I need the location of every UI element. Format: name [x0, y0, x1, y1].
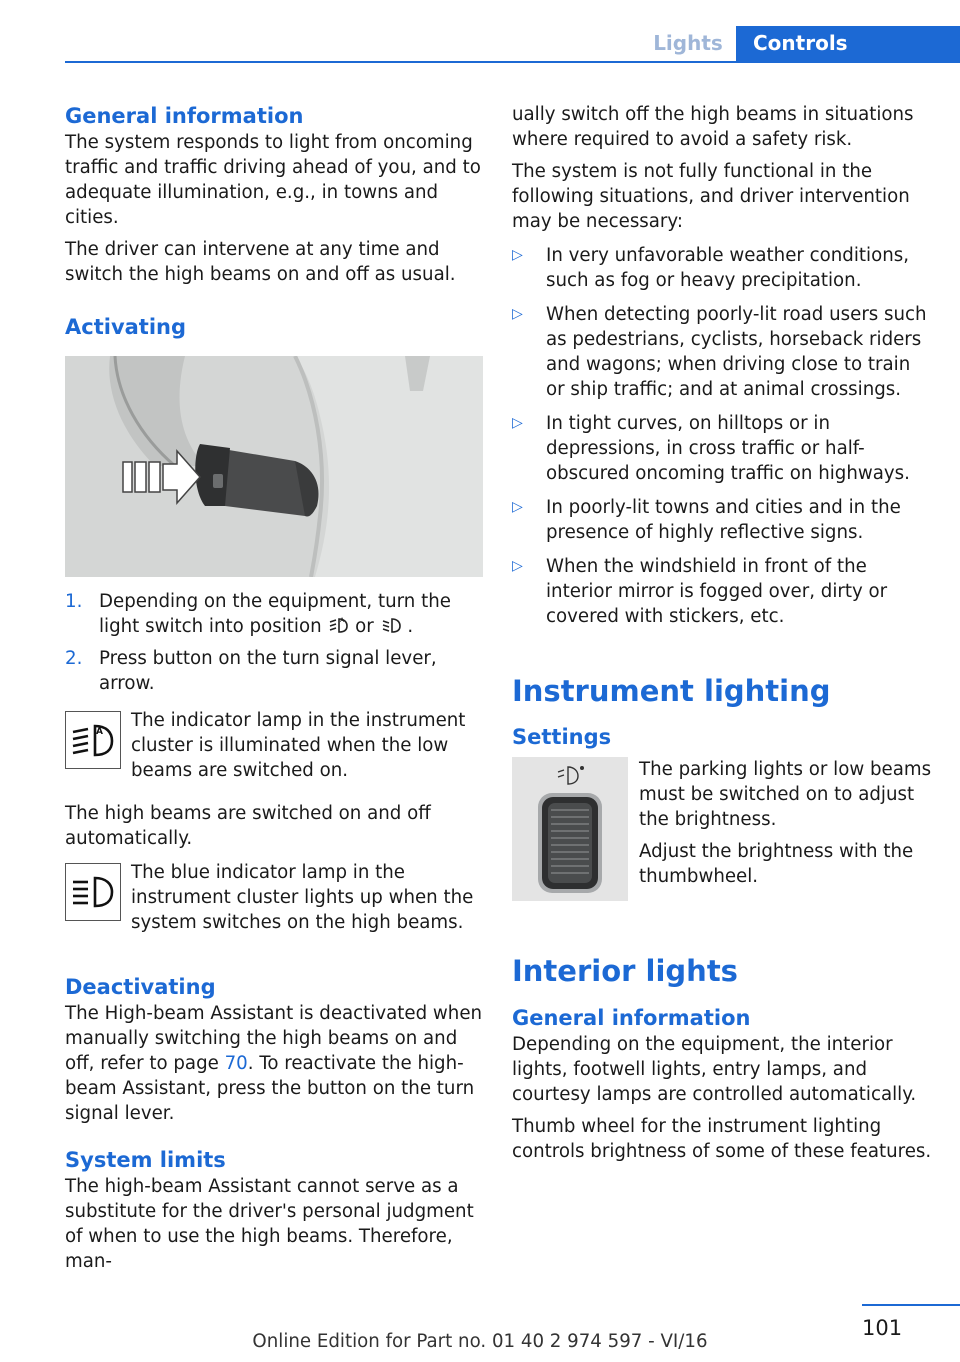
limits-situations-intro: The system is not fully functional in the following situations, and driver intervention may be necessary:	[512, 161, 910, 232]
list-item-text: In poorly-lit towns and cities and in the presence of highly reflective signs.	[546, 497, 901, 543]
triangle-right-icon: ▷	[512, 306, 523, 322]
indicator-lamp-note-2	[65, 860, 483, 935]
step-2	[65, 646, 483, 696]
settings-heading: Settings	[512, 725, 612, 749]
system-limits-heading: System limits	[65, 1148, 226, 1172]
settings-block	[512, 757, 932, 901]
left-column	[65, 102, 483, 1274]
low-beam-icon	[380, 616, 402, 634]
interior-general-heading: General information	[512, 1006, 751, 1030]
right-column	[512, 102, 932, 1164]
lever-illustration	[65, 356, 483, 577]
list-item-text: When the windshield in front of the interior mirror is fogged over, dirty or covered with stickers, etc.	[546, 556, 888, 627]
auto-switch-paragraph: The high beams are switched on and off automatically.	[65, 803, 431, 849]
interior-lights-heading: Interior lights	[512, 954, 738, 988]
auto-high-beam-icon	[327, 616, 349, 634]
triangle-right-icon: ▷	[512, 499, 523, 515]
thumbwheel-image	[512, 757, 628, 901]
settings-paragraph-2: Adjust the brightness with the thumbwheel.	[639, 841, 914, 887]
high-beam-icon	[65, 863, 121, 921]
instrument-lighting-heading: Instrument lighting	[512, 674, 831, 708]
list-item	[512, 302, 932, 402]
list-item-text: When detecting poorly-lit road users such as pedestrians, cyclists, horseback riders and wagons; when driving close to train or ship traffic; and at animal crossings.	[546, 304, 927, 400]
triangle-right-icon: ▷	[512, 558, 523, 574]
header-chapter-tab: Controls	[736, 26, 960, 62]
low-beam-auto-icon	[65, 711, 121, 769]
indicator-lamp-note-2-text: The blue indicator lamp in the instrument cluster lights up when the system switches on the high beams.	[131, 862, 474, 933]
settings-paragraph-1: The parking lights or low beams must be switched on to adjust the brightness.	[639, 759, 932, 830]
page-number: 101	[862, 1316, 903, 1340]
list-item-text: In tight curves, on hilltops or in depressions, in cross traffic or half-obscured oncoming traffic on highways.	[546, 413, 910, 484]
header-rule	[65, 61, 960, 63]
edition-footer: Online Edition for Part no. 01 40 2 974 597 - VI/16	[252, 1331, 708, 1352]
activating-heading: Activating	[65, 315, 187, 339]
list-item	[512, 243, 932, 293]
list-item-text: In very unfavorable weather conditions, such as fog or heavy precipitation.	[546, 245, 909, 291]
svg-text:A: A	[340, 617, 345, 624]
indicator-lamp-note-1-text: The indicator lamp in the instrument cluster is illuminated when the low beams are switched on.	[131, 710, 466, 781]
system-limits-paragraph: The high-beam Assistant cannot serve as a substitute for the driver's personal judgment of when to use the high beams. Therefore, man-	[65, 1176, 474, 1272]
list-item	[512, 411, 932, 486]
step-1-text-pre: Depending on the equipment, turn the light switch into position	[99, 591, 451, 637]
step-1-text	[99, 589, 483, 639]
triangle-right-icon: ▷	[512, 247, 523, 263]
list-item	[512, 495, 932, 545]
interior-paragraph-1: Depending on the equipment, the interior lights, footwell lights, entry lamps, and courtesy lamps are controlled automatically.	[512, 1034, 917, 1105]
general-info-heading: General information	[65, 104, 304, 128]
deactivating-text-post: . To reactivate the high-beam Assistant, press the button on the turn signal lever.	[65, 1053, 475, 1124]
step-2-text: Press button on the turn signal lever, arrow.	[99, 648, 437, 694]
thumbwheel-icon	[512, 757, 628, 901]
list-item	[512, 554, 932, 629]
general-info-paragraph-1: The system responds to light from oncoming traffic and traffic driving ahead of you, and to adequate illumination, e.g., in towns and cities.	[65, 132, 481, 228]
limits-bullet-list	[512, 243, 932, 629]
page-70-link[interactable]: 70	[224, 1053, 248, 1074]
footer-rule	[862, 1304, 960, 1306]
triangle-right-icon: ▷	[512, 415, 523, 431]
turn-signal-lever-photo	[65, 356, 483, 577]
interior-paragraph-2: Thumb wheel for the instrument lighting controls brightness of some of these features.	[512, 1116, 932, 1162]
deactivating-text-pre: The High-beam Assistant is deactivated when manually switching the high beams on and off, refer to page	[65, 1003, 483, 1074]
step-1	[65, 589, 483, 639]
header-section-tab: Lights	[653, 31, 723, 55]
svg-text:A: A	[96, 727, 103, 737]
deactivating-heading: Deactivating	[65, 975, 216, 999]
general-info-paragraph-2: The driver can intervene at any time and switch the high beams on and off as usual.	[65, 239, 456, 285]
step-2-number: 2.	[65, 648, 83, 669]
step-1-text-or: or	[349, 616, 380, 637]
limits-continued-paragraph: ually switch off the high beams in situations where required to avoid a safety risk.	[512, 104, 914, 150]
step-1-text-post: .	[401, 616, 414, 637]
deactivating-paragraph	[65, 1001, 483, 1126]
indicator-lamp-note-1	[65, 708, 483, 783]
step-1-number: 1.	[65, 591, 83, 612]
